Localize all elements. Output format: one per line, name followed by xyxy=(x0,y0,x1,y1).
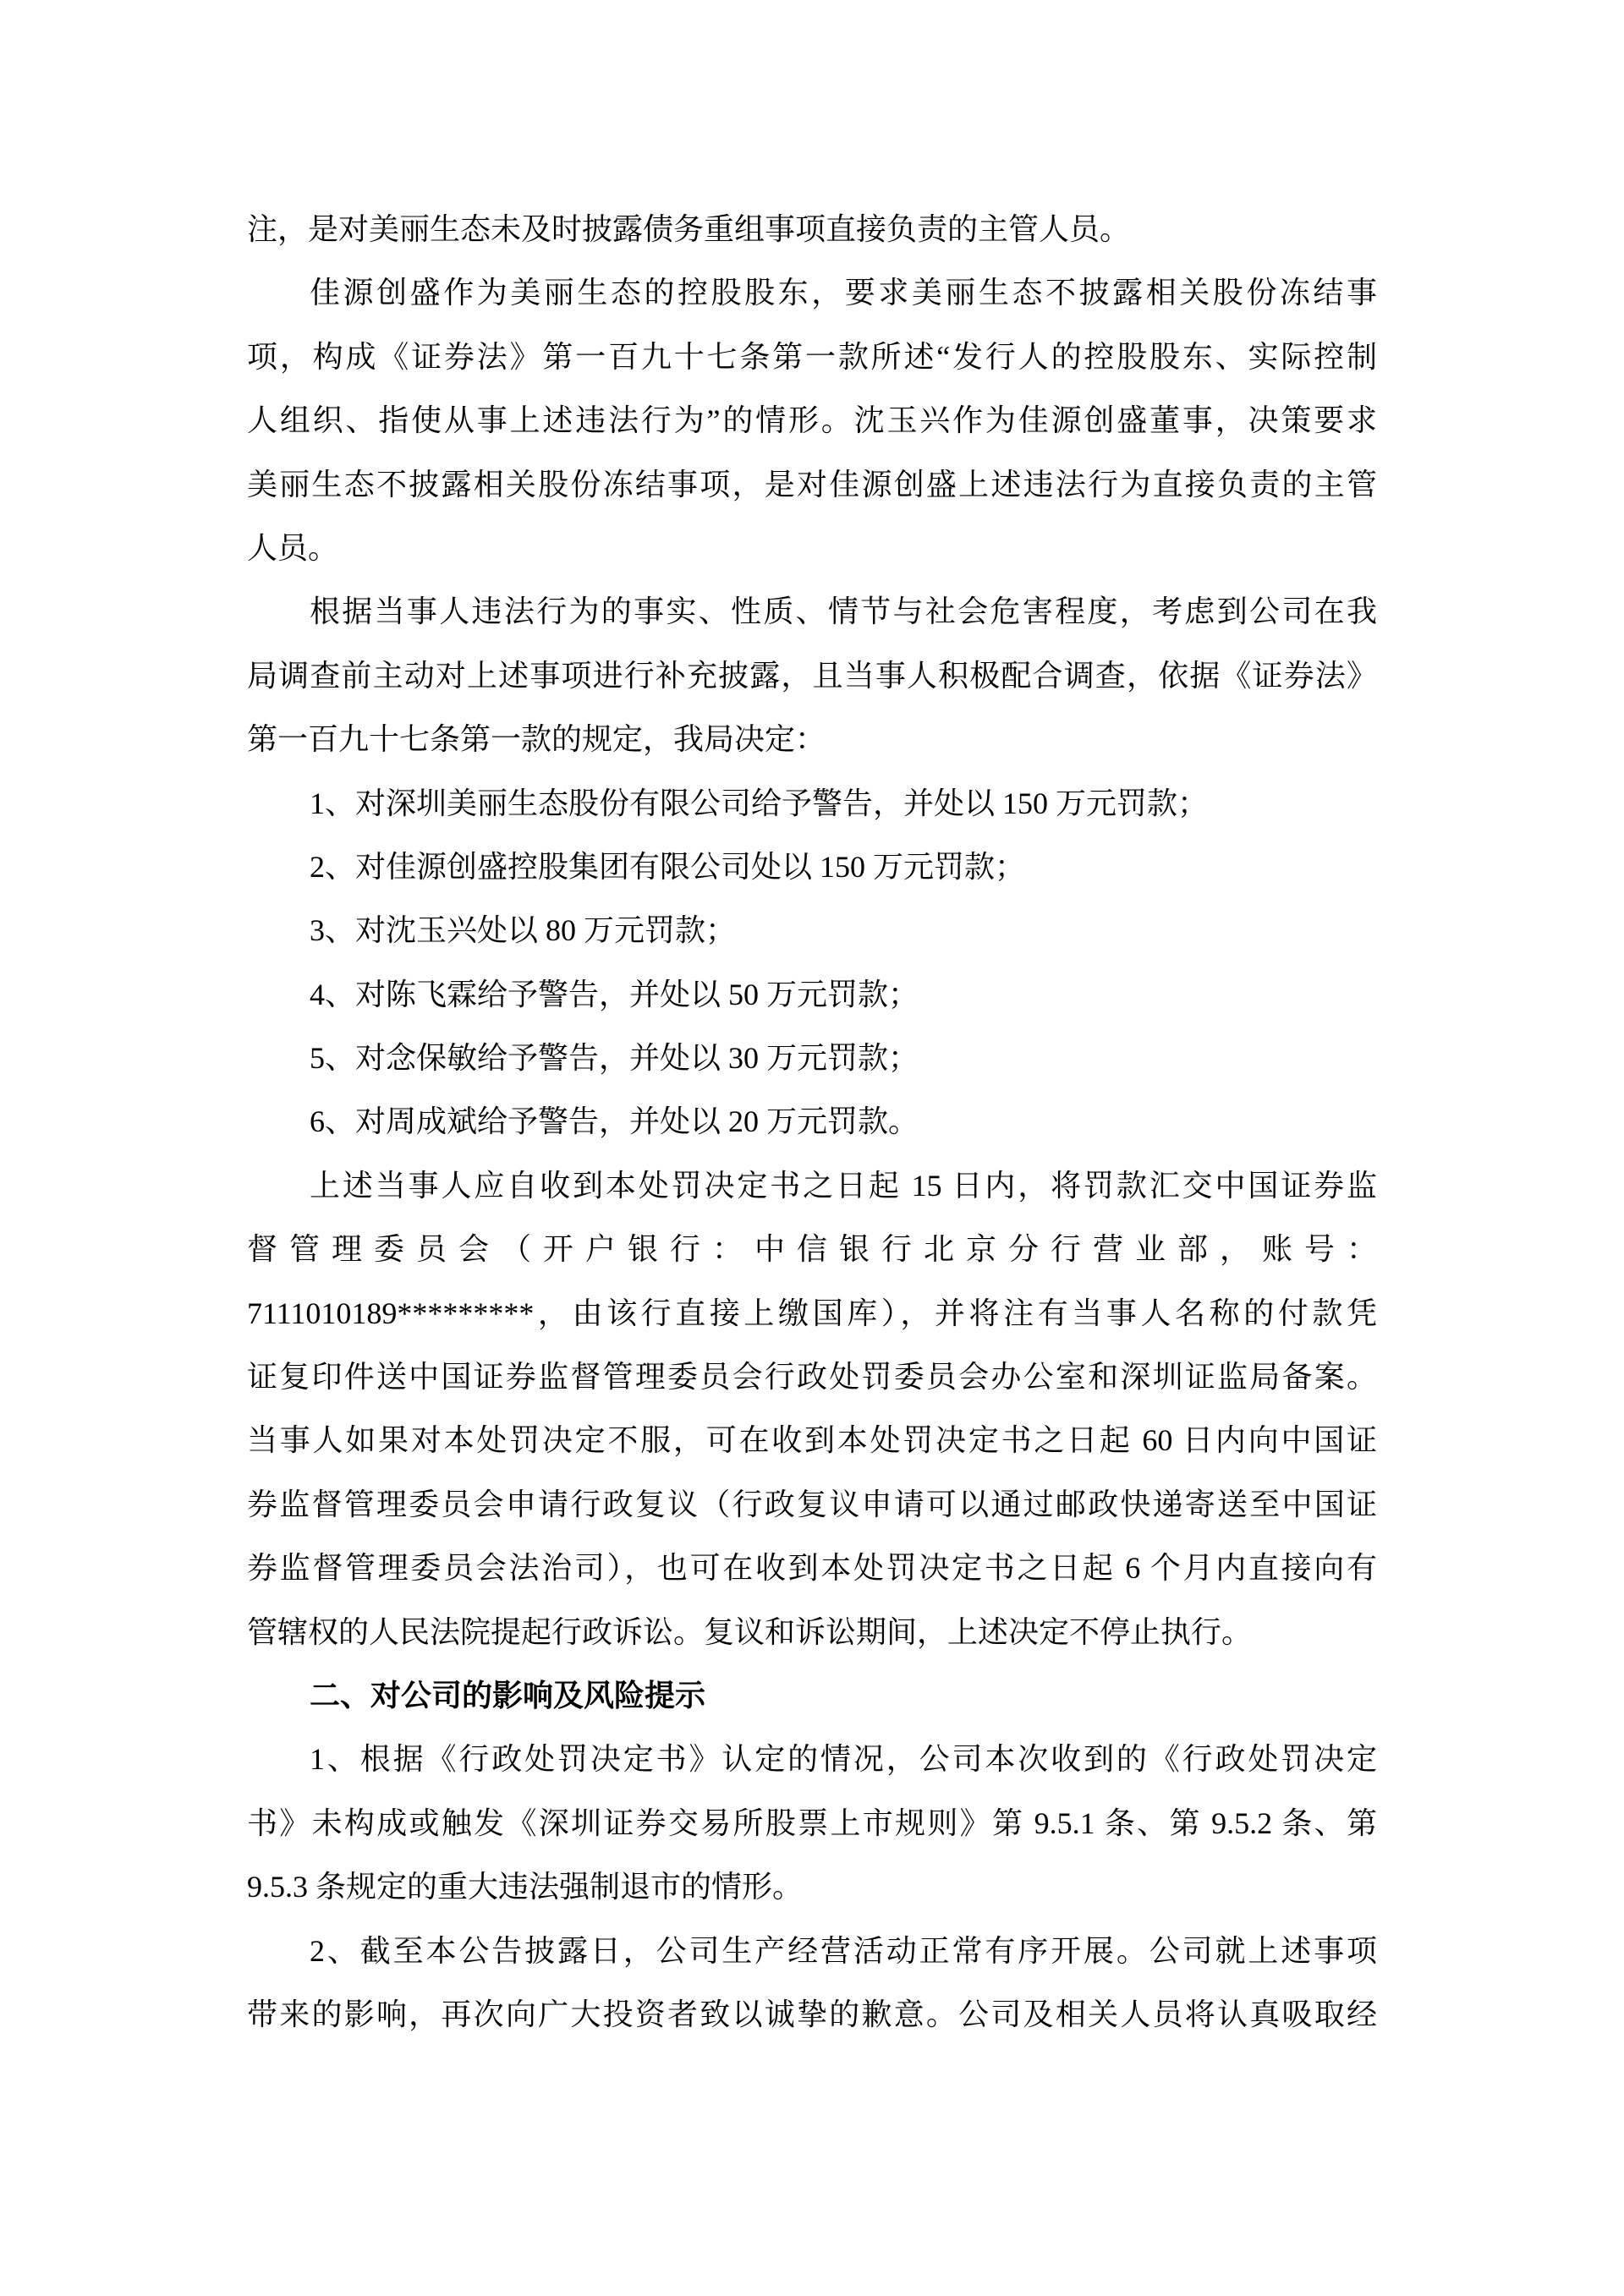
text-line: 人员。 xyxy=(247,530,339,565)
document-body xyxy=(247,207,1377,2056)
text-line: 9.5.3 条规定的重大违法强制退市的情形。 xyxy=(247,1870,804,1904)
text-line: 项，构成《证券法》第一百九十七条第一款所述“发行人的控股股东、实际控制 xyxy=(247,339,1377,374)
text-line: 1、根据《行政处罚决定书》认定的情况，公司本次收到的《行政处罚决定 xyxy=(310,1742,1377,1777)
text-line: 第一百九十七条第一款的规定，我局决定： xyxy=(247,722,826,757)
text-line: 当事人如果对本处罚决定不服，可在收到本处罚决定书之日起 60 日内向中国证 xyxy=(247,1423,1377,1458)
section-heading: 二、对公司的影响及风险提示 xyxy=(310,1678,706,1712)
penalty-item: 1、对深圳美丽生态股份有限公司给予警告，并处以 150 万元罚款； xyxy=(310,786,1209,820)
text-line: 2、截至本公告披露日，公司生产经营活动正常有序开展。公司就上述事项 xyxy=(310,1933,1377,1968)
text-line: 上述当事人应自收到本处罚决定书之日起 15 日内，将罚款汇交中国证券监 xyxy=(310,1168,1377,1203)
text-line: 佳源创盛作为美丽生态的控股股东，要求美丽生态不披露相关股份冻结事 xyxy=(310,276,1377,310)
text-line: 管辖权的人民法院提起行政诉讼。复议和诉讼期间，上述决定不停止执行。 xyxy=(247,1614,1253,1649)
text-line: 美丽生态不披露相关股份冻结事项，是对佳源创盛上述违法行为直接负责的主管 xyxy=(247,467,1377,501)
penalty-item: 6、对周成斌给予警告，并处以 20 万元罚款。 xyxy=(310,1104,919,1139)
penalty-item: 4、对陈飞霖给予警告，并处以 50 万元罚款； xyxy=(310,977,919,1011)
text-line: 局调查前主动对上述事项进行补充披露，且当事人积极配合调查，依据《证券法》 xyxy=(247,658,1377,693)
text-line: 带来的影响，再次向广大投资者致以诚挚的歉意。公司及相关人员将认真吸取经 xyxy=(247,1997,1377,2031)
text-line: 根据当事人违法行为的事实、性质、情节与社会危害程度，考虑到公司在我 xyxy=(310,595,1377,629)
text-line: 督 管 理 委 员 会 （ 开 户 银 行 ： 中 信 银 行 北 京 分 行 营 业 部 ， 账 号 ： xyxy=(247,1232,1378,1267)
text-line: 注，是对美丽生态未及时披露债务重组事项直接负责的主管人员。 xyxy=(247,212,1131,246)
text-line: 7111010189*********，由该行直接上缴国库），并将注有当事人名称的付款凭 xyxy=(247,1296,1377,1330)
text-line: 证复印件送中国证券监督管理委员会行政处罚委员会办公室和深圳证监局备案。 xyxy=(247,1360,1377,1395)
text-line: 书》未构成或触发《深圳证券交易所股票上市规则》第 9.5.1 条、第 9.5.2 条、第 xyxy=(247,1806,1377,1840)
text-line: 券监督管理委员会申请行政复议（行政复议申请可以通过邮政快递寄送至中国证 xyxy=(247,1487,1377,1521)
penalty-item: 5、对念保敏给予警告，并处以 30 万元罚款； xyxy=(310,1041,919,1076)
text-line: 券监督管理委员会法治司），也可在收到本处罚决定书之日起 6 个月内直接向有 xyxy=(247,1551,1377,1586)
text-line: 人组织、指使从事上述违法行为”的情形。沈玉兴作为佳源创盛董事，决策要求 xyxy=(247,403,1377,438)
penalty-item: 2、对佳源创盛控股集团有限公司处以 150 万元罚款； xyxy=(310,849,1026,884)
penalty-item: 3、对沈玉兴处以 80 万元罚款； xyxy=(310,913,737,948)
